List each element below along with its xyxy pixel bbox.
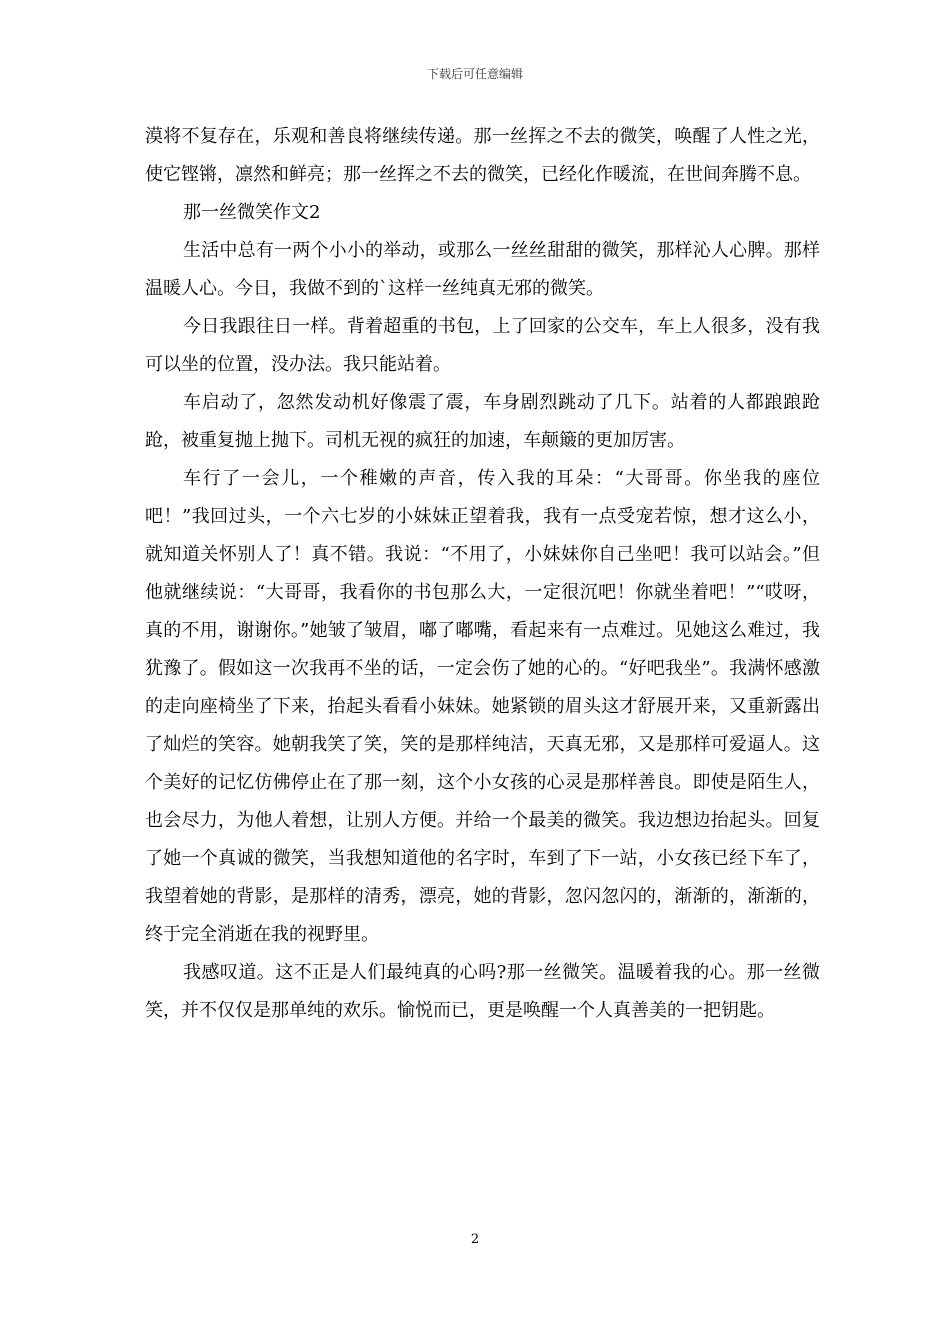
paragraph-continuation: 漠将不复存在，乐观和善良将继续传递。那一丝挥之不去的微笑，唤醒了人性之光，使它铿锵，凛然和鲜亮；那一丝挥之不去的微笑，已经化作暖流，在世间奔腾不息。 <box>145 126 820 185</box>
paragraph: 车行了一会儿，一个稚嫩的声音，传入我的耳朵：“大哥哥。你坐我的座位吧！”我回过头，一个六七岁的小妹妹正望着我，我有一点受宠若惊，想才这么小，就知道关怀别人了！真不错。我说：“不用了，小妹妹你自己坐吧！我可以站会。”但他就继续说：“大哥哥，我看你的书包那么大，一定很沉吧！你就坐着吧！”“哎呀，真的不用，谢谢你。”她皱了皱眉，嘟了嘟嘴，看起来有一点难过。见她这么难过，我犹豫了。假如这一次我再不坐的话，一定会伤了她的心的。“好吧我坐”。我满怀感激的走向座椅坐了下来，抬起头看看小妹妹。她紧锁的眉头这才舒展开来，又重新露出了灿烂的笑容。她朝我笑了笑，笑的是那样纯洁，天真无邪，又是那样可爱逼人。这个美好的记忆仿佛停止在了那一刻，这个小女孩的心灵是那样善良。即使是陌生人，也会尽力，为他人着想，让别人方便。并给一个最美的微笑。我边想边抬起头。回复了她一个真诚的微笑，当我想知道他的名字时，车到了下一站，小女孩已经下车了，我望着她的背影，是那样的清秀，漂亮，她的背影，忽闪忽闪的，渐渐的，渐渐的，终于完全消逝在我的视野里。 <box>145 468 820 945</box>
page-number: 2 <box>470 1232 480 1247</box>
paragraph: 生活中总有一两个小小的举动，或那么一丝丝甜甜的微笑，那样沁人心脾。那样温暖人心。今日，我做不到的`这样一丝纯真无邪的微笑。 <box>145 240 820 299</box>
section-heading: 那一丝微笑作文2 <box>183 202 321 223</box>
document-body <box>145 118 820 1030</box>
paragraph: 我感叹道。这不正是人们最纯真的心吗?那一丝微笑。温暖着我的心。那一丝微笑，并不仅仅是那单纯的欢乐。愉悦而已，更是唤醒一个人真善美的一把钥匙。 <box>145 962 820 1021</box>
paragraph: 今日我跟往日一样。背着超重的书包，上了回家的公交车，车上人很多，没有我可以坐的位置，没办法。我只能站着。 <box>145 316 820 375</box>
paragraph: 车启动了，忽然发动机好像震了震，车身剧烈跳动了几下。站着的人都踉踉跄跄，被重复抛上抛下。司机无视的疯狂的加速，车颠簸的更加厉害。 <box>145 392 820 451</box>
page-header: 下载后可任意编辑 <box>426 67 523 81</box>
